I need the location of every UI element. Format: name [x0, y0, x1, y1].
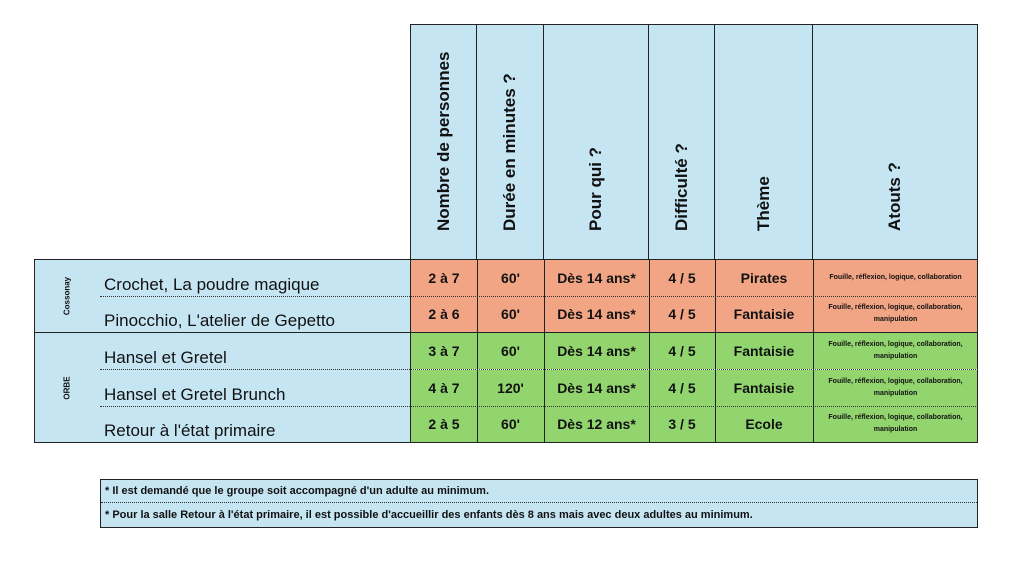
table-row-name: Hansel et Gretel Brunch: [100, 370, 410, 406]
table-cell-difficulty: 4 / 5: [649, 296, 715, 332]
header-duration-label: Durée en minutes ?: [500, 73, 519, 231]
region-orbe: [34, 332, 100, 443]
row-divider: [100, 369, 978, 370]
table-cell-audience: Dès 14 ans*: [544, 296, 649, 332]
table-cell-theme: Fantaisie: [715, 333, 813, 369]
table-row-name: Crochet, La poudre magique: [100, 260, 410, 296]
column-divider: [813, 259, 814, 443]
header-theme-label: Thème: [753, 176, 773, 231]
row-divider: [100, 406, 978, 407]
table-cell-assets: Fouille, réflexion, logique, collaboration: [813, 260, 978, 296]
table-cell-persons: 2 à 7: [411, 260, 477, 296]
header-difficulty-label: Difficulté ?: [671, 143, 691, 231]
table-cell-audience: Dès 12 ans*: [544, 406, 649, 442]
notes-box: [100, 479, 978, 528]
table-row-name: Retour à l'état primaire: [100, 406, 410, 442]
table-cell-persons: 4 à 7: [411, 370, 477, 406]
header-theme: [715, 24, 813, 260]
header-assets: [813, 24, 978, 260]
header-difficulty: [649, 24, 715, 260]
table-cell-duration: 120': [477, 370, 544, 406]
region-cossonay-label: Cossonay: [62, 276, 72, 316]
table-row-name: Pinocchio, L'atelier de Gepetto: [100, 296, 410, 332]
header-audience-label: Pour qui ?: [586, 146, 605, 231]
header-persons: [410, 24, 477, 260]
table-cell-theme: Fantaisie: [715, 370, 813, 406]
table-cell-difficulty: 4 / 5: [649, 260, 715, 296]
table-cell-theme: Pirates: [715, 260, 813, 296]
table-row-name: Hansel et Gretel: [100, 333, 410, 369]
region-cossonay: [34, 259, 100, 333]
table-cell-audience: Dès 14 ans*: [544, 333, 649, 369]
table-cell-assets: Fouille, réflexion, logique, collaboration, manipulation: [813, 406, 978, 442]
table-cell-duration: 60': [477, 406, 544, 442]
table-cell-assets: Fouille, réflexion, logique, collaboration, manipulation: [813, 296, 978, 332]
table-cell-duration: 60': [477, 296, 544, 332]
table-cell-persons: 3 à 7: [411, 333, 477, 369]
table-cell-audience: Dès 14 ans*: [544, 370, 649, 406]
column-divider: [715, 259, 716, 443]
header-persons-label: Nombre de personnes: [433, 51, 453, 231]
header-assets-label: Atouts ?: [885, 162, 904, 231]
table-cell-duration: 60': [477, 333, 544, 369]
header-audience: [544, 24, 649, 260]
table-cell-assets: Fouille, réflexion, logique, collaboration, manipulation: [813, 370, 978, 406]
table-cell-difficulty: 3 / 5: [649, 406, 715, 442]
table-cell-theme: Ecole: [715, 406, 813, 442]
table-cell-duration: 60': [477, 260, 544, 296]
table-cell-difficulty: 4 / 5: [649, 370, 715, 406]
column-divider: [649, 259, 650, 443]
table-cell-audience: Dès 14 ans*: [544, 260, 649, 296]
header-duration: [477, 24, 544, 260]
region-divider: [34, 332, 978, 333]
column-divider: [477, 259, 478, 443]
table-cell-theme: Fantaisie: [715, 296, 813, 332]
column-divider: [544, 259, 545, 443]
data-area-border: [410, 259, 978, 443]
table-cell-persons: 2 à 6: [411, 296, 477, 332]
region-orbe-label: ORBE: [62, 375, 72, 400]
note-line: * Il est demandé que le groupe soit accompagné d'un adulte au minimum.: [105, 484, 490, 497]
row-divider: [100, 296, 978, 297]
note-line: * Pour la salle Retour à l'état primaire, il est possible d'accueillir des enfants dès 8 ans mais avec deux adultes au minimum.: [105, 509, 753, 521]
table-cell-persons: 2 à 5: [411, 406, 477, 442]
table-cell-assets: Fouille, réflexion, logique, collaboration, manipulation: [813, 333, 978, 369]
table-cell-difficulty: 4 / 5: [649, 333, 715, 369]
